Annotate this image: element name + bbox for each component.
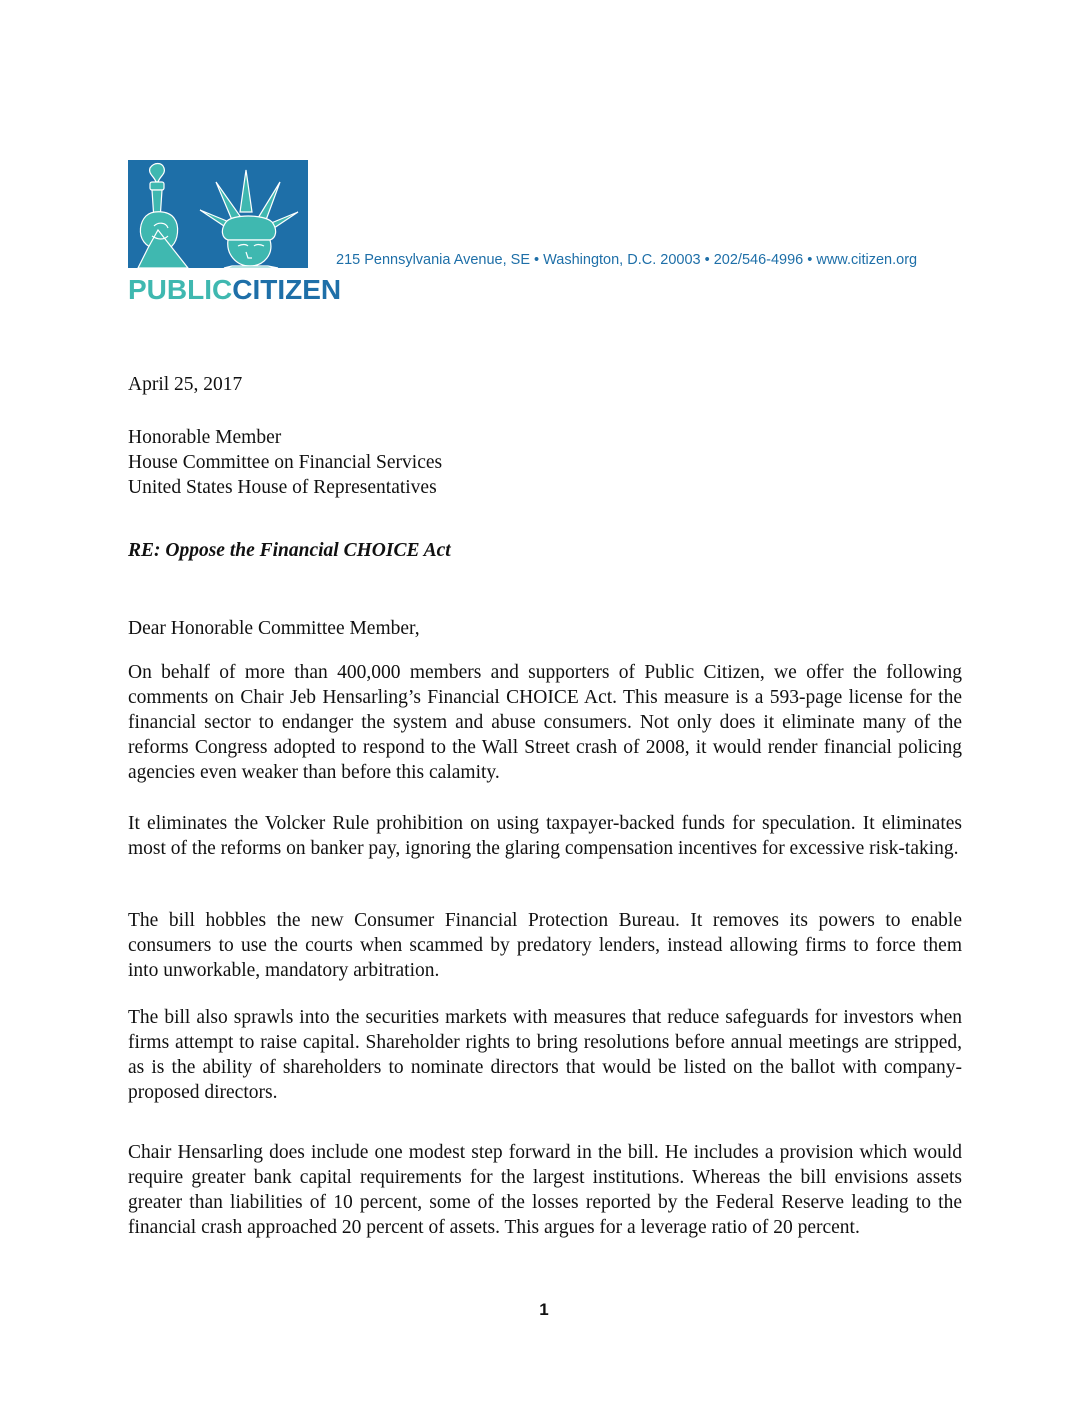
body-paragraph-3: The bill hobbles the new Consumer Financial Protection Bureau. It removes its powers to enable consumers to use the courts when scammed by predatory lenders, instead allowing firms to force them into unworkable, mandatory arbitration. xyxy=(128,910,962,981)
recipient-line-3: United States House of Representatives xyxy=(128,477,437,498)
body-paragraph-5: Chair Hensarling does include one modest step forward in the bill. He includes a provision which would require greater bank capital requirements for the largest institutions. Whereas the bill envisions assets greater than liabilities of 10 percent, some of the losses reported by the Federal Reserve leading to the financial crash approached 20 percent of assets. This argues for a leverage ratio of 20 percent. xyxy=(128,1142,962,1238)
body-paragraph-2: It eliminates the Volcker Rule prohibition on using taxpayer-backed funds for speculation. It eliminates most of the reforms on banker pay, ignoring the glaring compensation incentives for excessive risk-taking. xyxy=(128,813,962,859)
page-number: 1 xyxy=(539,1300,549,1319)
recipient-line-1: Honorable Member xyxy=(128,427,282,448)
public-citizen-logo xyxy=(128,160,342,308)
salutation: Dear Honorable Committee Member, xyxy=(128,618,420,639)
body-paragraph-1: On behalf of more than 400,000 members and supporters of Public Citizen, we offer the following comments on Chair Jeb Hensarling’s Financial CHOICE Act. This measure is a 593-page license for the financial sector to endanger the system and abuse consumers. Not only does it eliminate many of the reforms Congress adopted to respond to the Wall Street crash of 2008, it would render financial policing agencies even weaker than before this calamity. xyxy=(128,662,962,783)
subject-line: RE: Oppose the Financial CHOICE Act xyxy=(128,540,451,561)
logo-word-public: PUBLIC xyxy=(128,274,233,305)
letter-date: April 25, 2017 xyxy=(128,374,243,395)
statue-of-liberty-icon xyxy=(128,160,308,268)
logo-wordmark xyxy=(128,272,342,308)
logo-word-citizen: CITIZEN xyxy=(232,274,342,305)
letterhead-address: 215 Pennsylvania Avenue, SE • Washington, D.C. 20003 • 202/546-4996 • www.citizen.org xyxy=(336,252,918,268)
recipient-line-2: House Committee on Financial Services xyxy=(128,452,443,473)
body-paragraph-4: The bill also sprawls into the securities markets with measures that reduce safeguards for investors when firms attempt to raise capital. Shareholder rights to bring resolutions before annual meetings are stripped, as is the ability of shareholders to nominate directors that would be listed on the ballot with company-proposed directors. xyxy=(128,1007,962,1103)
